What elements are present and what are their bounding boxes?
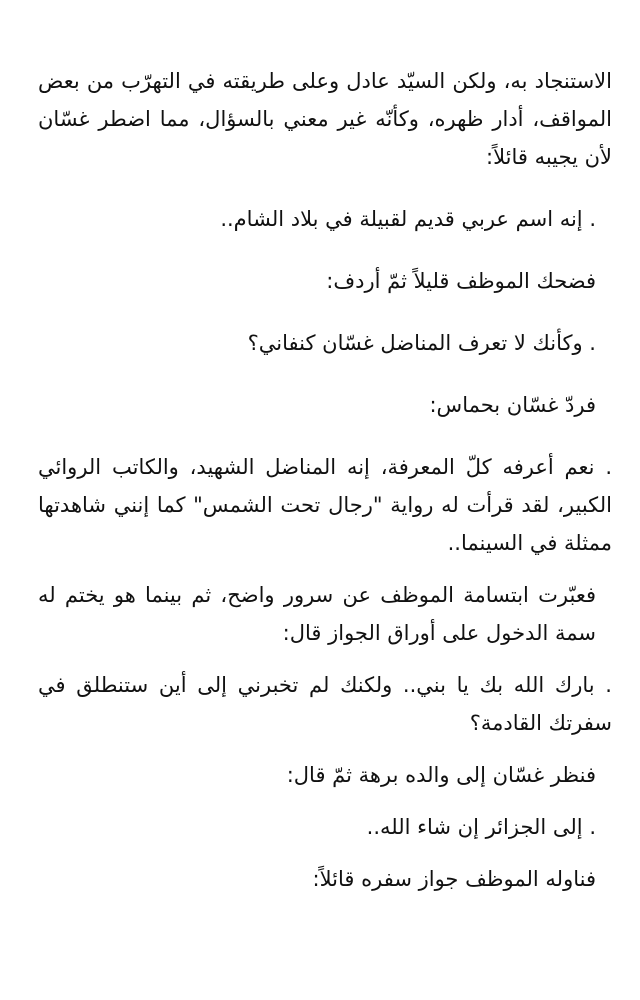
paragraph-narration-2: فضحك الموظف قليلاً ثمّ أردف: (326, 269, 596, 293)
paragraph-narration-6: فناوله الموظف جواز سفره قائلاً: (312, 867, 596, 891)
paragraph-dialogue-5: . إلى الجزائر إن شاء الله.. (366, 815, 596, 839)
paragraph-dialogue-1: . إنه اسم عربي قديم لقبيلة في بلاد الشام.. (220, 207, 596, 231)
paragraph-dialogue-2: . وكأنك لا تعرف المناضل غسّان كنفاني؟ (247, 331, 596, 355)
paragraph-dialogue-4: . بارك الله بك يا بني.. ولكنك لم تخبرني إلى أين ستنطلق في سفرتك القادمة؟ (38, 673, 612, 735)
paragraph-dialogue-3: . نعم أعرفه كلّ المعرفة، إنه المناضل الشهيد، والكاتب الروائي الكبير، لقد قرأت له رواية "رجال تحت الشمس" كما إنني شاهدتها ممثلة في السينما.. (38, 455, 612, 555)
paragraph-narration-4: فعبّرت ابتسامة الموظف عن سرور واضح، ثم بينما هو يختم له سمة الدخول على أوراق الجواز قال: (38, 583, 596, 645)
paragraph-narration-1: الاستنجاد به، ولكن السيّد عادل وعلى طريقته في التهرّب من بعض المواقف، أدار ظهره، وكأنّه غير معني بالسؤال، مما اضطر غسّان لأن يجيبه قائلاً: (38, 69, 612, 169)
paragraph-narration-5: فنظر غسّان إلى والده برهة ثمّ قال: (286, 763, 596, 787)
paragraph-narration-3: فردّ غسّان بحماس: (429, 393, 596, 417)
document-page (38, 62, 612, 898)
